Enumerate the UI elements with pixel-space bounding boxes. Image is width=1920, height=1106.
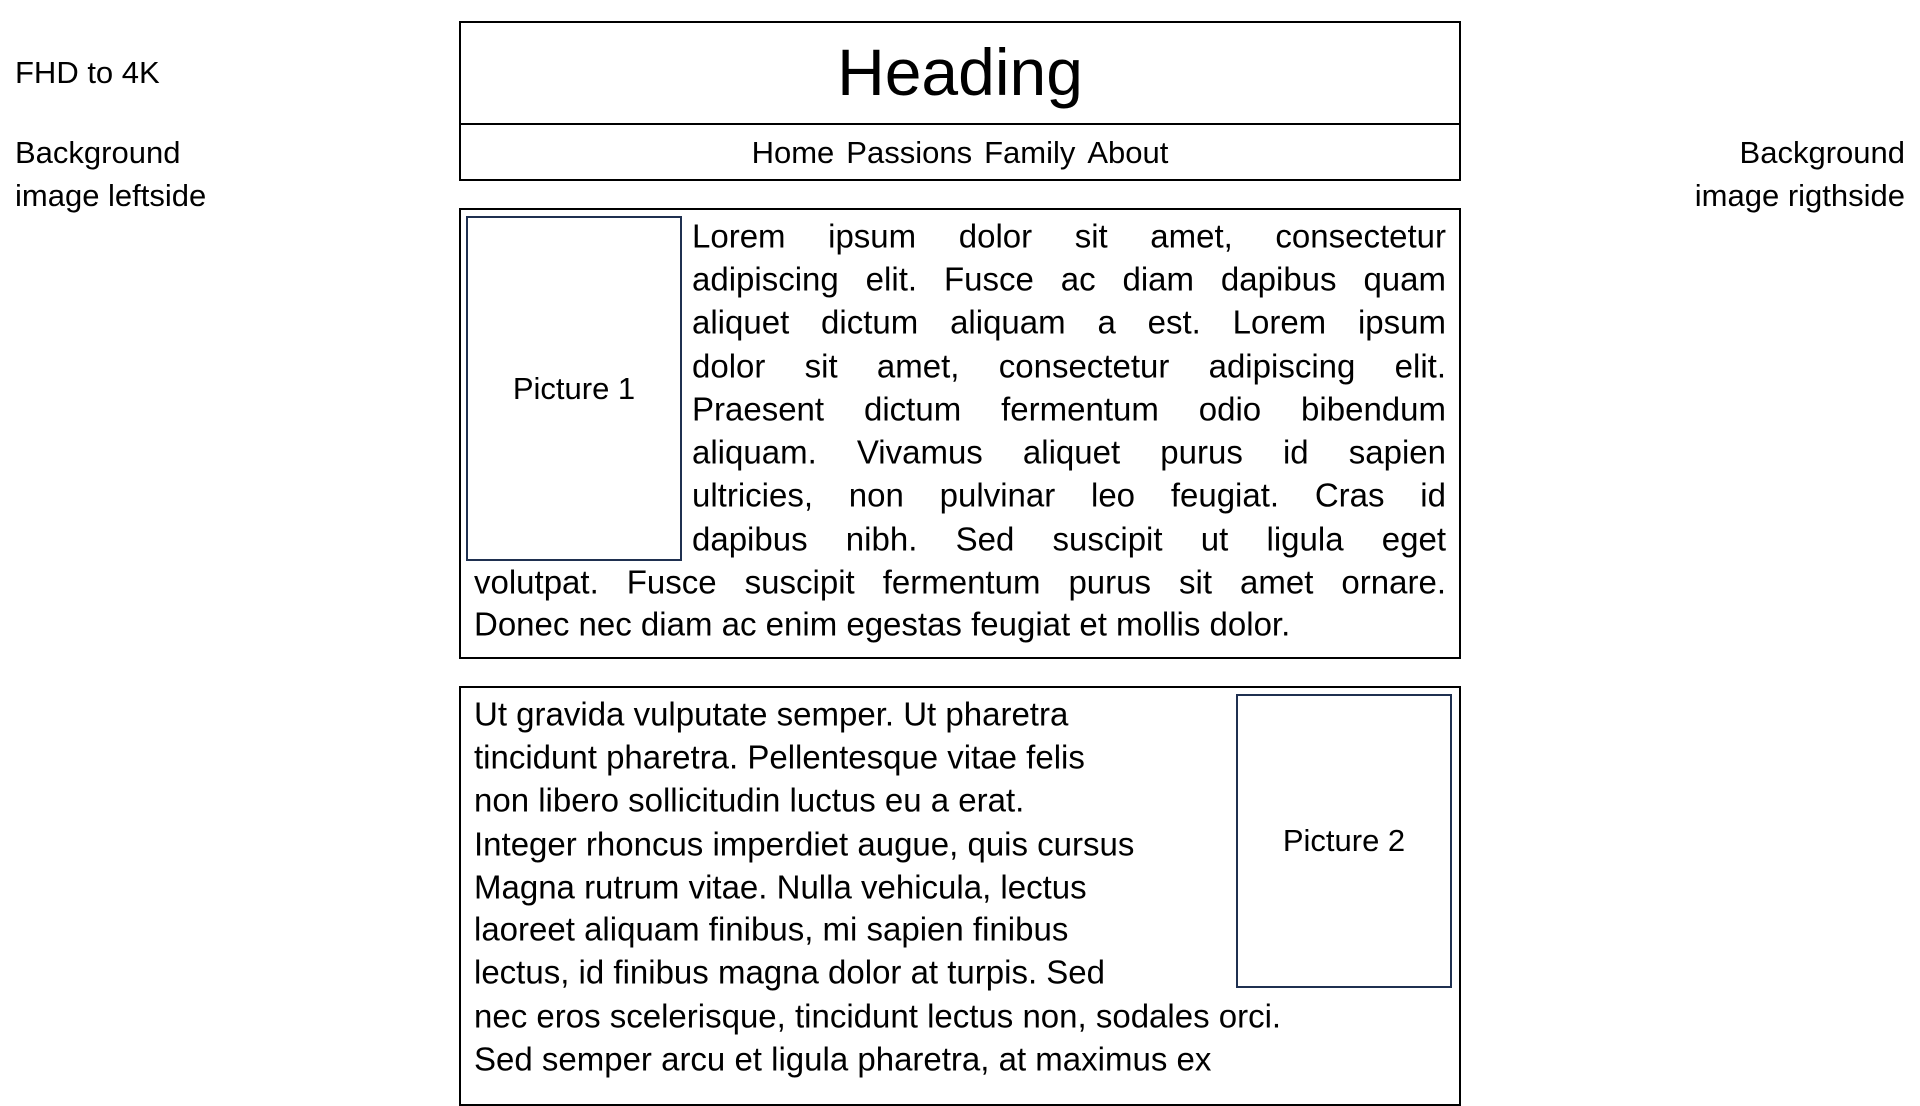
left-note-line: Background [15, 135, 181, 170]
paragraph-line: adipiscing elit. Fusce ac diam dapibus quam [692, 260, 1446, 298]
picture-2-label: Picture 2 [1282, 823, 1406, 858]
paragraph-line: laoreet aliquam finibus, mi sapien finibus [474, 910, 1069, 948]
paragraph-line: Praesent dictum fermentum odio bibendum [692, 390, 1446, 428]
left-note-line: image leftside [15, 178, 207, 213]
paragraph-line: lectus, id finibus magna dolor at turpis. Sed [474, 953, 1106, 991]
paragraph-line: Donec nec diam ac enim egestas feugiat et mollis dolor. [474, 605, 1291, 643]
nav-about[interactable]: About [1087, 134, 1169, 170]
paragraph-line: nec eros scelerisque, tincidunt lectus non, sodales orci. [474, 997, 1282, 1035]
paragraph-line: aliquam. Vivamus aliquet purus id sapien [692, 433, 1446, 471]
paragraph-line: Ut gravida vulputate semper. Ut pharetra [474, 695, 1069, 733]
page-title: Heading [837, 35, 1083, 109]
paragraph-line: non libero sollicitudin luctus eu a erat. [474, 781, 1025, 819]
paragraph-line: tincidunt pharetra. Pellentesque vitae felis [474, 738, 1085, 776]
right-note-line: image rigthside [1694, 178, 1905, 213]
paragraph-line: Sed semper arcu et ligula pharetra, at maximus ex [474, 1040, 1212, 1078]
paragraph-line: dapibus nibh. Sed suscipit ut ligula eget [692, 520, 1446, 558]
paragraph-line: Lorem ipsum dolor sit amet, consectetur [692, 217, 1446, 255]
paragraph-line: ultricies, non pulvinar leo feugiat. Cras id [692, 476, 1446, 514]
paragraph-line: Magna rutrum vitae. Nulla vehicula, lectus [474, 868, 1087, 906]
nav-home[interactable]: Home [751, 134, 835, 170]
picture-1-label: Picture 1 [512, 370, 636, 406]
paragraph-line: volutpat. Fusce suscipit fermentum purus sit amet ornare. [474, 563, 1446, 601]
nav-bar [459, 124, 1461, 181]
paragraph-line: Integer rhoncus imperdiet augue, quis cursus [474, 825, 1135, 863]
left-background-note [15, 131, 206, 217]
nav-family[interactable]: Family [984, 134, 1076, 170]
nav-passions[interactable]: Passions [846, 134, 973, 170]
resolution-note: FHD to 4K [15, 55, 160, 90]
paragraph-line: aliquet dictum aliquam a est. Lorem ipsum [692, 303, 1446, 341]
picture-2 [1236, 694, 1452, 988]
picture-1 [466, 216, 682, 561]
paragraph-line: dolor sit amet, consectetur adipiscing elit. [692, 347, 1446, 385]
right-note-line: Background [1739, 135, 1905, 170]
right-background-note [1695, 131, 1905, 217]
